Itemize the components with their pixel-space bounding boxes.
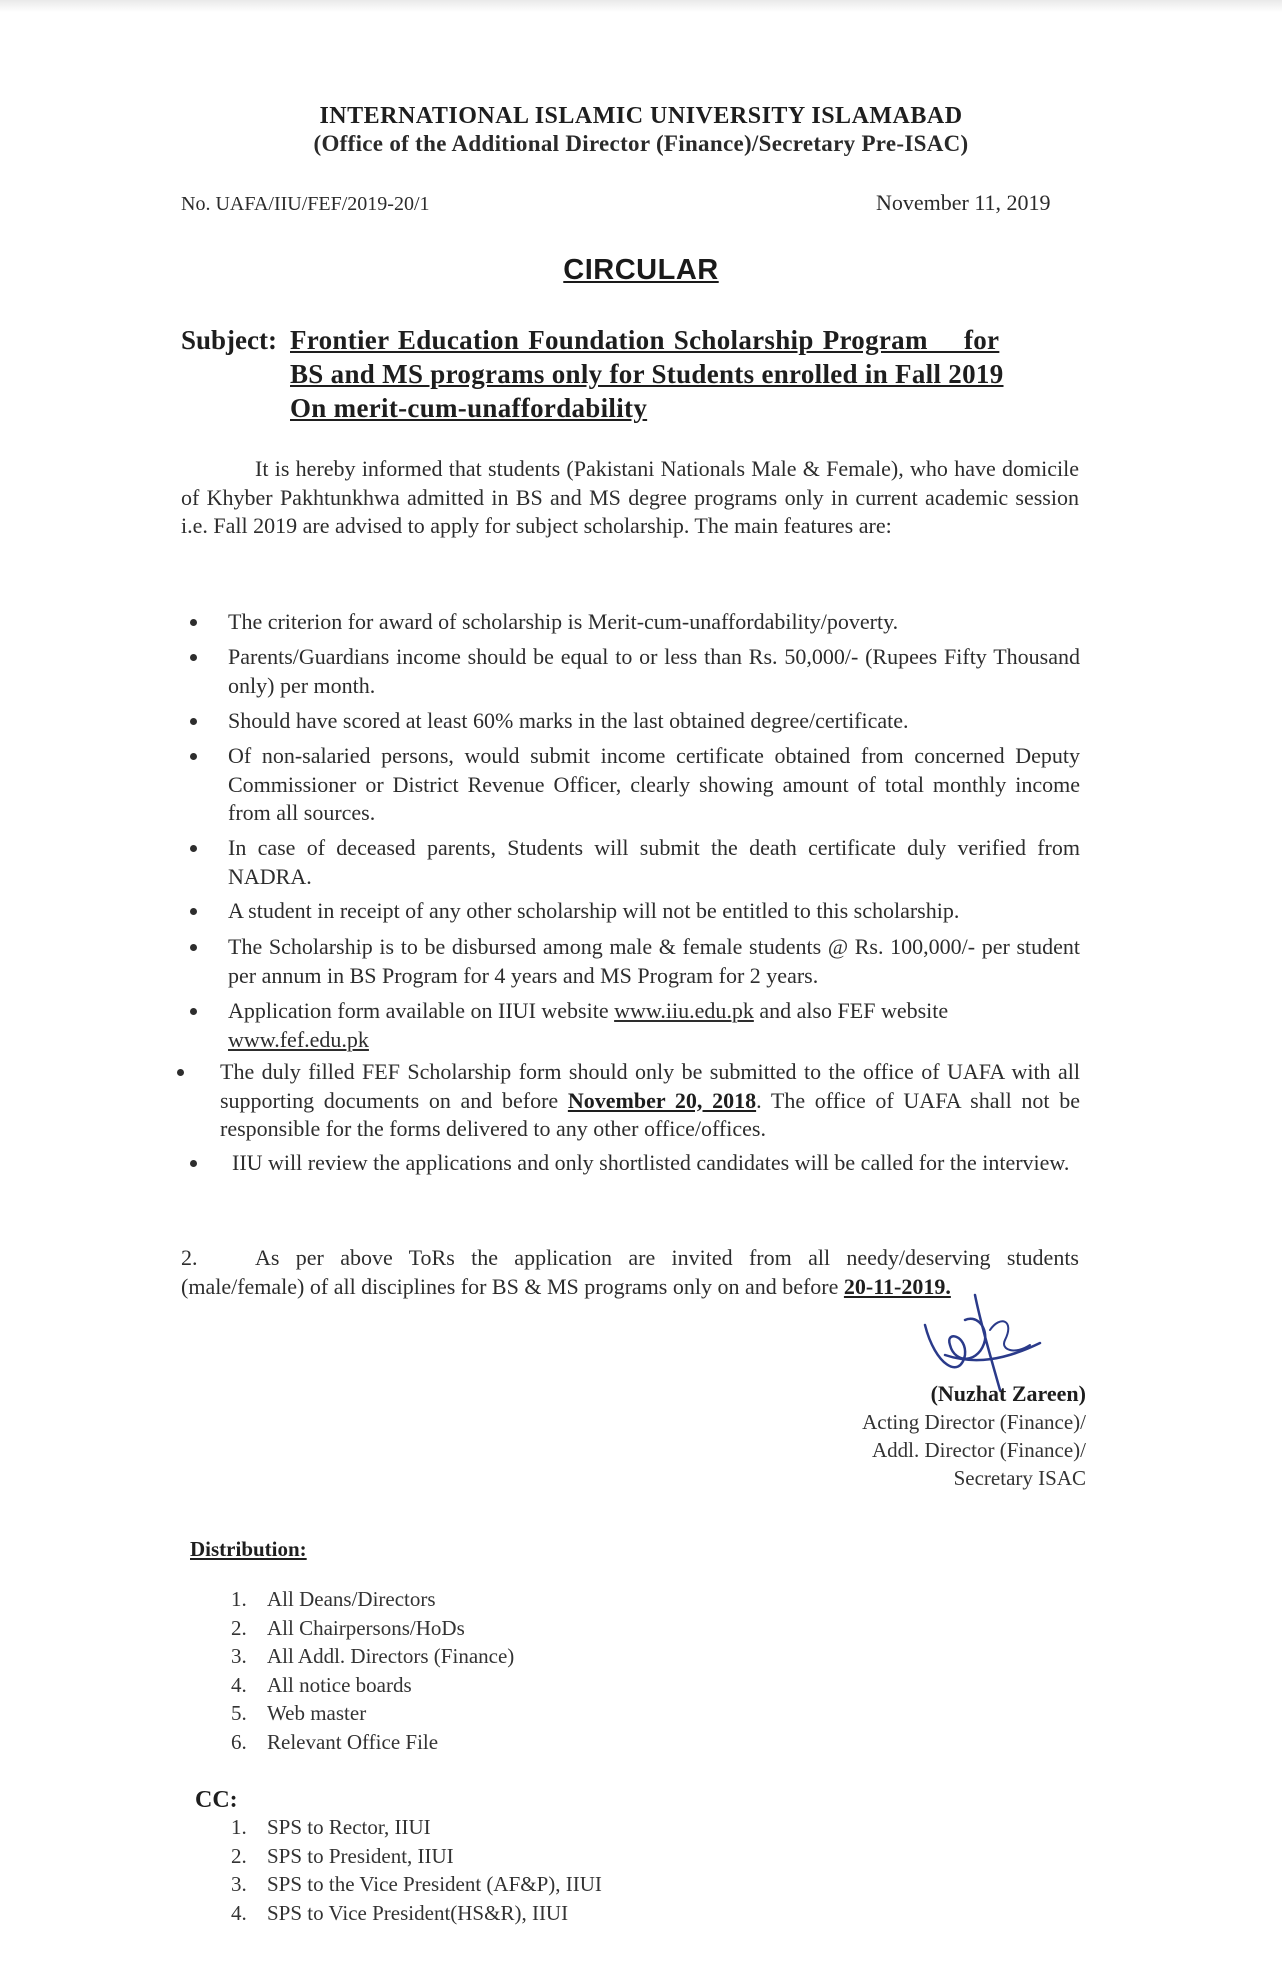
bullet-icon: [190, 718, 197, 725]
list-item: [231, 1642, 514, 1671]
feature-item: [220, 1058, 1080, 1144]
list-item: [231, 1728, 514, 1757]
item-number: 3.: [231, 1872, 247, 1896]
circular-date: November 11, 2019: [876, 190, 1051, 215]
signatory-title-2: Addl. Director (Finance)/: [871, 1438, 1086, 1462]
scan-edge: [0, 0, 1282, 12]
item-number: 2.: [231, 1615, 247, 1640]
feature-item: [228, 643, 1080, 700]
feature-text: Should have scored at least 60% marks in the last obtained degree/certificate.: [228, 708, 909, 733]
feature-text-suffix: . The office of UAFA shall not be responsible for the forms delivered to any other office/offices.: [220, 1087, 1080, 1141]
distribution-list: [231, 1585, 514, 1756]
item-text: SPS to Rector, IIUI: [267, 1815, 431, 1839]
intro-paragraph: It is hereby informed that students (Pakistani Nationals Male & Female), who have domicile of Khyber Pakhtunkhwa admitted in BS and MS degree programs only in current academic session i.e. Fall 2019 are advised to apply for subject scholarship. The main features are:: [181, 456, 1079, 538]
feature-text: A student in receipt of any other scholarship will not be entitled to this scholarship.: [228, 898, 960, 923]
paragraph-number: 2.: [181, 1245, 198, 1270]
list-item: [231, 1842, 602, 1871]
feature-item: [228, 997, 1080, 1054]
fef-website-link[interactable]: www.fef.edu.pk: [228, 1026, 369, 1052]
item-text: All notice boards: [267, 1672, 412, 1697]
bullet-icon: [190, 944, 197, 951]
item-number: 4.: [231, 1672, 247, 1697]
feature-item: [228, 608, 1080, 637]
item-text: SPS to the Vice President (AF&P), IIUI: [267, 1872, 602, 1896]
cc-list: [231, 1813, 602, 1927]
list-item: [231, 1870, 602, 1899]
item-text: SPS to President, IIUI: [267, 1843, 454, 1868]
bullet-icon: [190, 619, 197, 626]
list-item: [231, 1699, 514, 1728]
item-text: SPS to Vice President(HS&R), IIUI: [267, 1900, 569, 1925]
list-item: [231, 1614, 514, 1643]
list-item: [231, 1813, 602, 1842]
feature-text: Of non-salaried persons, would submit income certificate obtained from concerned Deputy Commissioner or District Revenue Officer, clearly showing amount of total monthly income from all sources.: [228, 743, 1080, 825]
signatory-title-1: Acting Director (Finance)/: [862, 1410, 1086, 1434]
subject-line-3: On merit-cum-unaffordability: [290, 393, 648, 423]
application-deadline: 20-11-2019.: [843, 1273, 951, 1299]
signatory-title-3: Secretary ISAC: [953, 1466, 1086, 1490]
feature-text-prefix: The duly filled FEF Scholarship form should only be submitted to the office of UAFA with all supporting documents on and before: [220, 1059, 1080, 1113]
feature-text: Parents/Guardians income should be equal to or less than Rs. 50,000/- (Rupees Fifty Thousand only) per month.: [228, 644, 1080, 698]
feature-text: The Scholarship is to be disbursed among male & female students @ Rs. 100,000/- per student per annum in BS Program for 4 years and MS Program for 2 years.: [228, 934, 1080, 988]
subject-label: Subject:: [181, 325, 277, 355]
bullet-icon: [190, 845, 197, 852]
item-text: Web master: [267, 1701, 367, 1725]
subject-line-2: BS and MS programs only for Students enrolled in Fall 2019: [290, 359, 1004, 389]
feature-item: [232, 1149, 1080, 1178]
bullet-icon: [177, 1069, 184, 1076]
feature-item: [228, 707, 1080, 736]
bullet-icon: [190, 654, 197, 661]
bullet-icon: [190, 1008, 197, 1015]
feature-text: In case of deceased parents, Students will submit the death certificate duly verified from NADRA.: [228, 835, 1080, 889]
list-item: [231, 1899, 602, 1928]
iiui-website-link[interactable]: www.iiu.edu.pk: [614, 998, 754, 1023]
office-name: (Office of the Additional Director (Finance)/Secretary Pre-ISAC): [313, 131, 969, 156]
bullet-icon: [190, 1160, 197, 1167]
feature-item: [228, 897, 1080, 926]
signatory-name: (Nuzhat Zareen): [930, 1381, 1086, 1406]
feature-text-prefix: Application form available on IIUI website: [228, 998, 615, 1023]
paragraph-text: As per above ToRs the application are invited from all needy/deserving students (male/female) of all disciplines for BS & MS programs only on and before: [181, 1245, 1079, 1299]
item-number: 5.: [231, 1701, 247, 1725]
feature-item: [228, 742, 1080, 828]
reference-number: No. UAFA/IIU/FEF/2019-20/1: [181, 193, 430, 215]
bullet-icon: [190, 908, 197, 915]
item-text: All Chairpersons/HoDs: [267, 1615, 465, 1640]
list-item: [231, 1585, 514, 1614]
item-number: 4.: [231, 1900, 247, 1925]
feature-text: The criterion for award of scholarship is Merit-cum-unaffordability/poverty.: [228, 609, 899, 634]
item-text: All Addl. Directors (Finance): [267, 1644, 515, 1668]
item-text: All Deans/Directors: [267, 1587, 436, 1611]
subject-line-1: Frontier Education Foundation Scholarship Program for: [290, 325, 1000, 355]
list-item: [231, 1671, 514, 1700]
item-number: 1.: [231, 1587, 247, 1611]
feature-item: [228, 933, 1080, 990]
bullet-icon: [190, 753, 197, 760]
feature-text-middle: and also FEF website: [753, 998, 949, 1023]
item-number: 6.: [231, 1729, 247, 1754]
feature-item: [228, 834, 1080, 891]
item-number: 1.: [231, 1815, 247, 1839]
institution-name: INTERNATIONAL ISLAMIC UNIVERSITY ISLAMABAD: [319, 103, 963, 129]
item-number: 3.: [231, 1644, 247, 1668]
item-number: 2.: [231, 1843, 247, 1868]
document-title: CIRCULAR: [563, 254, 719, 286]
submission-deadline: November 20, 2018: [567, 1087, 757, 1113]
distribution-heading: Distribution:: [190, 1537, 307, 1561]
feature-text: IIU will review the applications and only shortlisted candidates will be called for the interview.: [232, 1150, 1070, 1175]
cc-heading: CC:: [195, 1787, 238, 1813]
signature-block: [862, 1380, 1086, 1492]
item-text: Relevant Office File: [267, 1729, 439, 1754]
